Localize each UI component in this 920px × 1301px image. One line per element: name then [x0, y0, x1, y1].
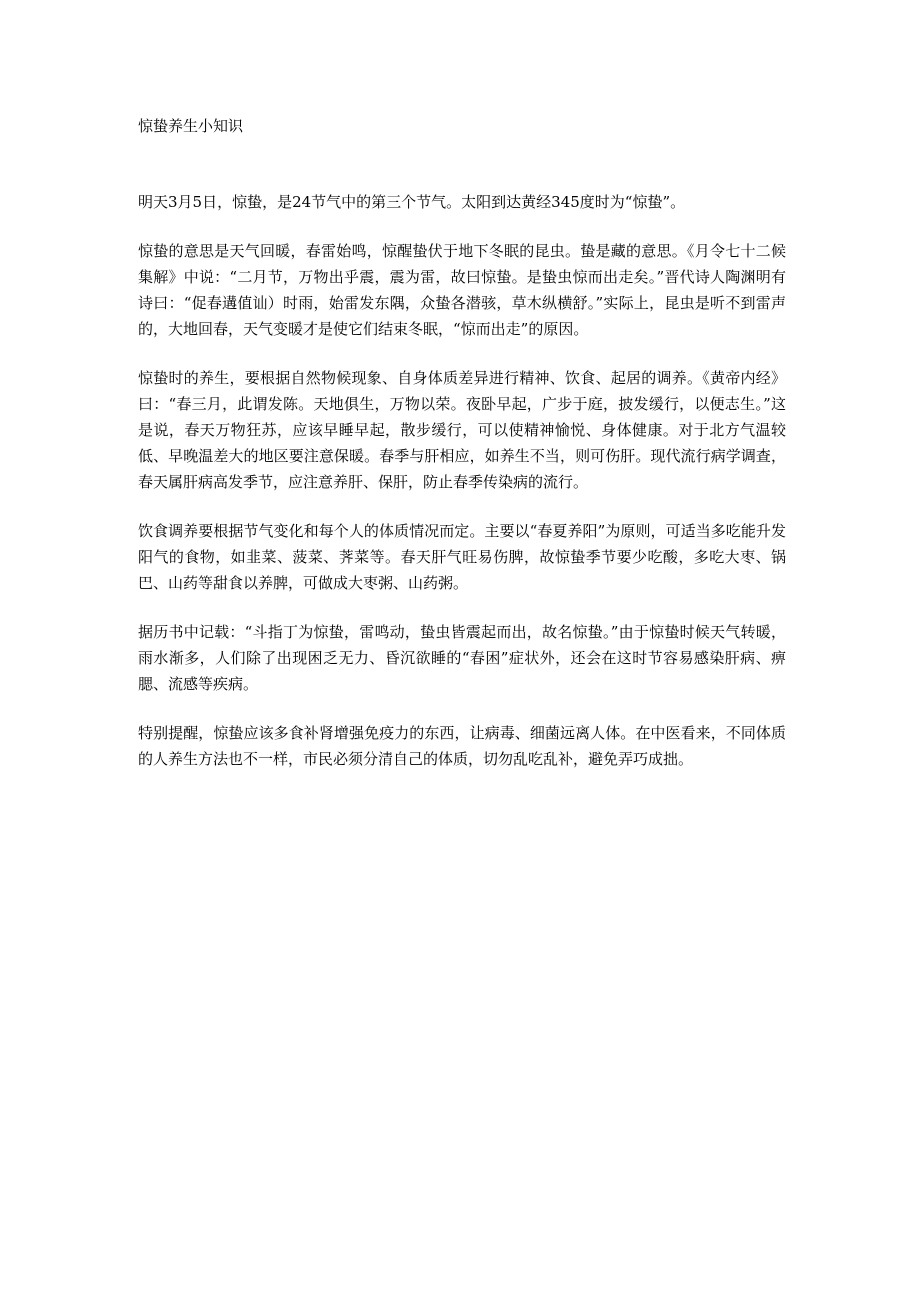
- paragraph-diet: 饮食调养要根据节气变化和每个人的体质情况而定。主要以“春夏养阳”为原则，可适当多吃能升发阳气的食物，如韭菜、菠菜、荠菜等。春天肝气旺易伤脾，故惊蛰季节要少吃酸，多吃大枣、锅巴、山药等甜食以养脾，可做成大枣粥、山药粥。: [138, 522, 786, 592]
- paragraph-reminder: 特别提醒，惊蛰应该多食补肾增强免疫力的东西，让病毒、细菌远离人体。在中医看来，不同体质的人养生方法也不一样，市民必须分清自己的体质，切勿乱吃乱补，避免弄巧成拙。: [138, 724, 786, 768]
- paragraph-almanac: 据历书中记载：“斗指丁为惊蛰，雷鸣动，蛰虫皆震起而出，故名惊蛰。”由于惊蛰时候天气转暖，雨水渐多，人们除了出现困乏无力、昏沉欲睡的“春困”症状外，还会在这时节容易感染肝病、痹腮、流感等疾病。: [138, 623, 786, 693]
- document-body: [138, 113, 786, 795]
- document-title: 惊蛰养生小知识: [138, 117, 244, 135]
- paragraph-health-care: 惊蛰时的养生，要根据自然物候现象、自身体质差异进行精神、饮食、起居的调养。《黄帝内经》曰：“春三月，此谓发陈。天地俱生，万物以荣。夜卧早起，广步于庭，披发缓行，以便志生。”这是说，春天万物狂苏，应该早睡早起，散步缓行，可以使精神愉悦、身体健康。对于北方气温较低、早晚温差大的地区要注意保暖。春季与肝相应，如养生不当，则可伤肝。现代流行病学调查，春天属肝病高发季节，应注意养肝、保肝，防止春季传染病的流行。: [138, 369, 786, 491]
- paragraph-date-intro: 明天3月5日，惊蛰，是24节气中的第三个节气。太阳到达黄经345度时为“惊蛰”。: [138, 193, 686, 211]
- paragraph-meaning: 惊蛰的意思是天气回暖，春雷始鸣，惊醒蛰伏于地下冬眠的昆虫。蛰是藏的意思。《月令七十二候集解》中说：“二月节，万物出乎震，震为雷，故曰惊蛰。是蛰虫惊而出走矣。”晋代诗人陶渊明有诗曰：“促春遘值讪）时雨，始雷发东隅，众蛰各潜骇，草木纵横舒。”实际上，昆虫是听不到雷声的，大地回春，天气变暖才是使它们结束冬眠，“惊而出走”的原因。: [138, 242, 786, 338]
